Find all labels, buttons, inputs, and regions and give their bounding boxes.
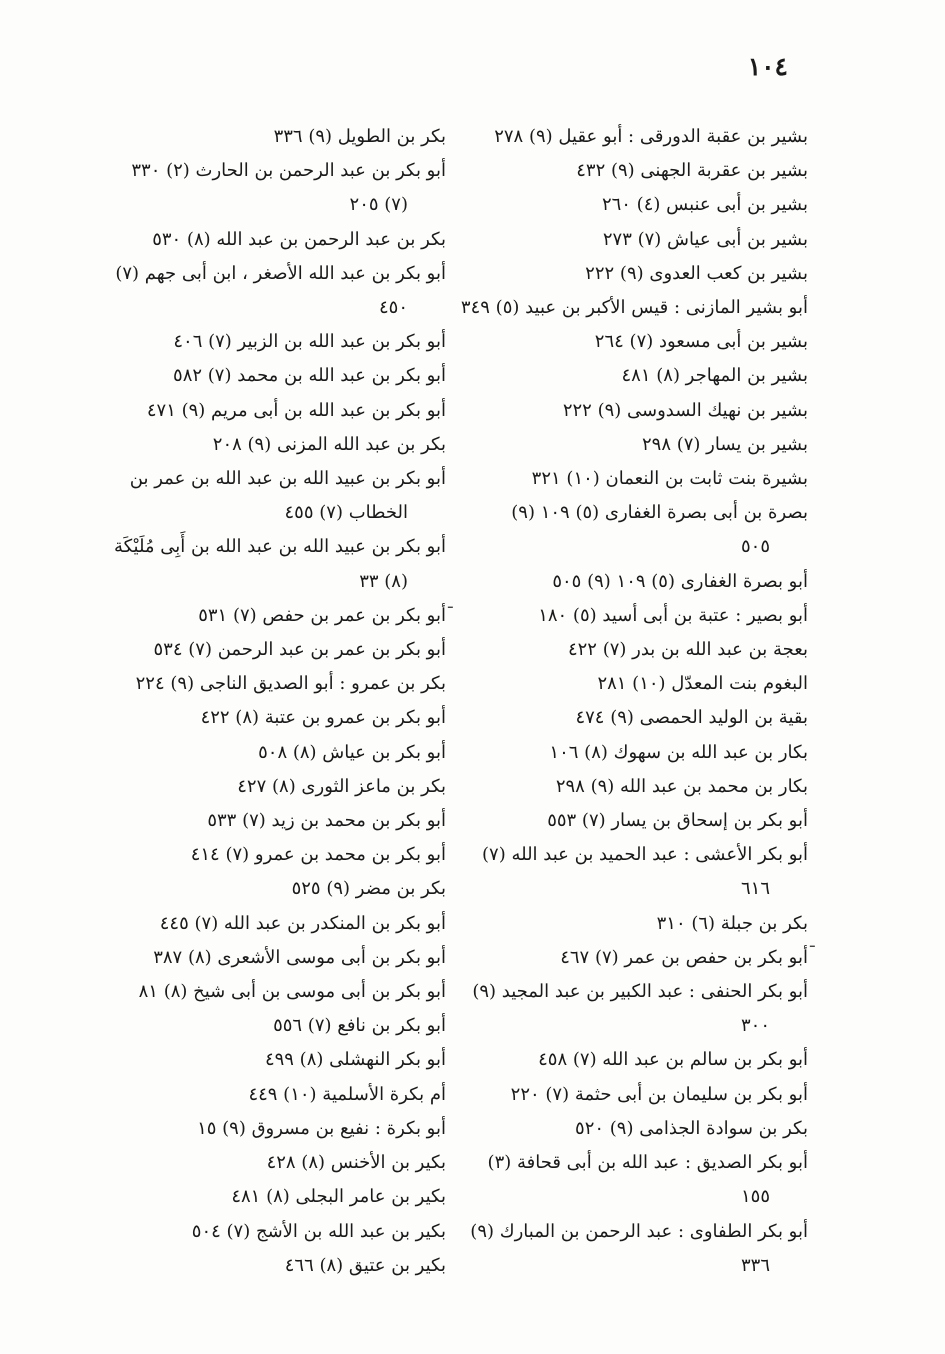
index-entry: (٧) ٢٠٥: [349, 194, 408, 216]
index-entry: بشير بن أبى عياش (٧) ٢٧٣: [602, 228, 808, 250]
index-entry: بشير بن المهاجر (٨) ٤٨١: [621, 365, 808, 387]
index-entry: أبو بكر الحنفى : عبد الكبير بن عبد المجيد (٩): [472, 981, 808, 1003]
index-entry: أبو بكر بن عياش (٨) ٥٠٨: [258, 741, 446, 763]
index-entry: بشير بن عقبة الدورقى : أبو عقيل (٩) ٢٧٨: [494, 126, 808, 147]
index-entry: بعجة بن عبد الله بن بدر (٧) ٤٢٢: [567, 639, 808, 661]
index-entry: بشير بن كعب العدوى (٩) ٢٢٢: [585, 262, 808, 284]
index-entry: بكير بن عامر البجلى (٨) ٤٨١: [231, 1186, 446, 1208]
index-entry: أبو بكرة : نفيع بن مسروق (٩) ١٥: [197, 1117, 446, 1139]
index-entry: بكار بن عبد الله بن سهوك (٨) ١٠٦: [549, 741, 808, 763]
index-entry: أبو بكر الطفاوى : عبد الرحمن بن المبارك (٩): [470, 1220, 808, 1242]
index-entry: أبو بكر بن عبد الرحمن بن الحارث (٢) ٣٣٠: [131, 160, 446, 182]
index-entry: بكير بن عتيق (٨) ٤٦٦: [284, 1254, 446, 1276]
index-entry: أبو بكر بن إسحاق بن يسار (٧) ٥٥٣: [547, 810, 808, 832]
index-column-right: [462, 120, 808, 1283]
index-entry: أبو بكر بن المنكدر بن عبد الله (٧) ٤٤٥: [159, 912, 446, 934]
index-entry: بكير بن الأخنس (٨) ٤٢٨: [266, 1152, 446, 1174]
index-entry: أبو بكر بن عمر بن حفص (٧) ٥٣١: [198, 604, 446, 626]
index-entry: بكر بن سوادة الجذامى (٩) ٥٢٠: [575, 1117, 808, 1139]
index-entry: ٣٣٦: [740, 1254, 770, 1276]
index-entry: البغوم بنت المعدّل (١٠) ٢٨١: [597, 673, 808, 695]
index-entry: ٦١٦: [740, 878, 770, 900]
index-entry: أم بكرة الأسلمية (١٠) ٤٤٩: [248, 1083, 446, 1105]
index-entry: (٨) ٣٣: [359, 570, 408, 592]
index-entry: أبو بكر بن عبد الله بن محمد (٧) ٥٨٢: [173, 365, 446, 387]
index-entry: ٣٠٠: [740, 1015, 770, 1037]
index-entry: بقية بن الوليد الحمصى (٩) ٤٧٤: [575, 707, 808, 729]
index-entry: بكر بن عبد الرحمن بن عبد الله (٨) ٥٣٠: [152, 228, 446, 250]
index-entry: بكر بن مضر (٩) ٥٢٥: [291, 878, 446, 900]
index-entry: أبو بكر بن أبى موسى الأشعرى (٨) ٣٨٧: [153, 946, 446, 968]
index-entry: ٥٠٥: [740, 536, 770, 558]
index-entry: بكير بن عبد الله بن الأشج (٧) ٥٠٤: [191, 1220, 446, 1242]
index-entry: ١٥٥: [740, 1186, 770, 1208]
index-entry: أبو بشير المازنى : قيس الأكبر بن عبيد (٥) ٣٤٩: [460, 297, 808, 319]
index-entry: أبو بكر بن نافع (٧) ٥٥٦: [273, 1015, 446, 1037]
index-entry: بشير بن نهيك السدوسى (٩) ٢٢٢: [562, 399, 808, 421]
index-entry: أبو بكر النهشلى (٨) ٤٩٩: [264, 1049, 446, 1071]
page-number: ١٠٤: [747, 52, 788, 81]
index-entry: أبو بكر بن محمد بن عمرو (٧) ٤١٤: [190, 844, 446, 866]
index-entry: أبو بصرة الغفارى (٥) ١٠٩ (٩) ٥٠٥: [552, 570, 808, 592]
index-entry: أبو بكر الأعشى : عبد الحميد بن عبد الله (٧): [482, 844, 808, 866]
index-entry: ٤٥٠: [378, 297, 408, 319]
index-entry: أبو بكر بن عبد الله بن أبى مريم (٩) ٤٧١: [146, 399, 446, 421]
index-entry: الخطاب (٧) ٤٥٥: [284, 502, 408, 524]
index-entry: بصرة بن أبى بصرة الغفارى (٥) ١٠٩ (٩): [511, 502, 808, 524]
index-entry: بكر بن عبد الله المزنى (٩) ٢٠٨: [212, 433, 446, 455]
index-column-left: [108, 120, 446, 1283]
index-entry: بشير بن يسار (٧) ٢٩٨: [641, 433, 808, 455]
index-entry: أبو بصير : عتبة بن أبى أسيد (٥) ١٨٠: [538, 604, 808, 626]
index-entry: أبو بكر بن عبد الله الأصغر ، ابن أبى جهم (٧): [115, 262, 446, 284]
index-entry: أبو بكر بن عبيد الله بن عبد الله بن أَبِى مُلَيْكَة: [113, 536, 446, 558]
index-entry: أبو بكر بن أبى موسى بن أبى شيخ (٨) ٨١: [138, 981, 446, 1003]
index-entry: بشير بن عقربة الجهنى (٩) ٤٣٢: [576, 160, 808, 182]
index-entry: بشير بن أبى عنبس (٤) ٢٦٠: [601, 194, 808, 216]
index-entry: بكر بن الطويل (٩) ٣٣٦: [273, 126, 446, 147]
margin-tick-mark: ـ: [810, 932, 815, 951]
index-entry: أبو بكر بن حفص بن عمر (٧) ٤٦٧: [560, 946, 808, 968]
index-entry: أبو بكر بن عبد الله بن الزبير (٧) ٤٠٦: [173, 331, 446, 353]
index-entry: بكر بن ماعز الثورى (٨) ٤٢٧: [237, 775, 446, 797]
index-entry: أبو بكر بن سليمان بن أبى حثمة (٧) ٢٢٠: [510, 1083, 808, 1105]
index-entry: أبو بكر بن سالم بن عبد الله (٧) ٤٥٨: [538, 1049, 808, 1071]
index-entry: بكار بن محمد بن عبد الله (٩) ٢٩٨: [555, 775, 808, 797]
index-entry: بشير بن أبى مسعود (٧) ٢٦٤: [594, 331, 808, 353]
index-entry: أبو بكر بن عمر بن عبد الرحمن (٧) ٥٣٤: [153, 639, 446, 661]
index-entry: بشيرة بنت ثابت بن النعمان (١٠) ٣٢١: [531, 468, 808, 490]
index-entry: بكر بن عمرو : أبو الصديق الناجى (٩) ٢٢٤: [135, 673, 446, 695]
index-entry: أبو بكر بن عبيد الله بن عبد الله بن عمر بن: [129, 468, 446, 490]
index-entry: أبو بكر الصديق : عبد الله بن أبى قحافة (٣): [487, 1152, 808, 1174]
margin-tick-mark: ـ: [448, 593, 453, 612]
index-entry: أبو بكر بن عمرو بن عتبة (٨) ٤٢٢: [200, 707, 446, 729]
index-entry: بكر بن جبلة (٦) ٣١٠: [656, 912, 808, 934]
index-entry: أبو بكر بن محمد بن زيد (٧) ٥٣٣: [207, 810, 446, 832]
